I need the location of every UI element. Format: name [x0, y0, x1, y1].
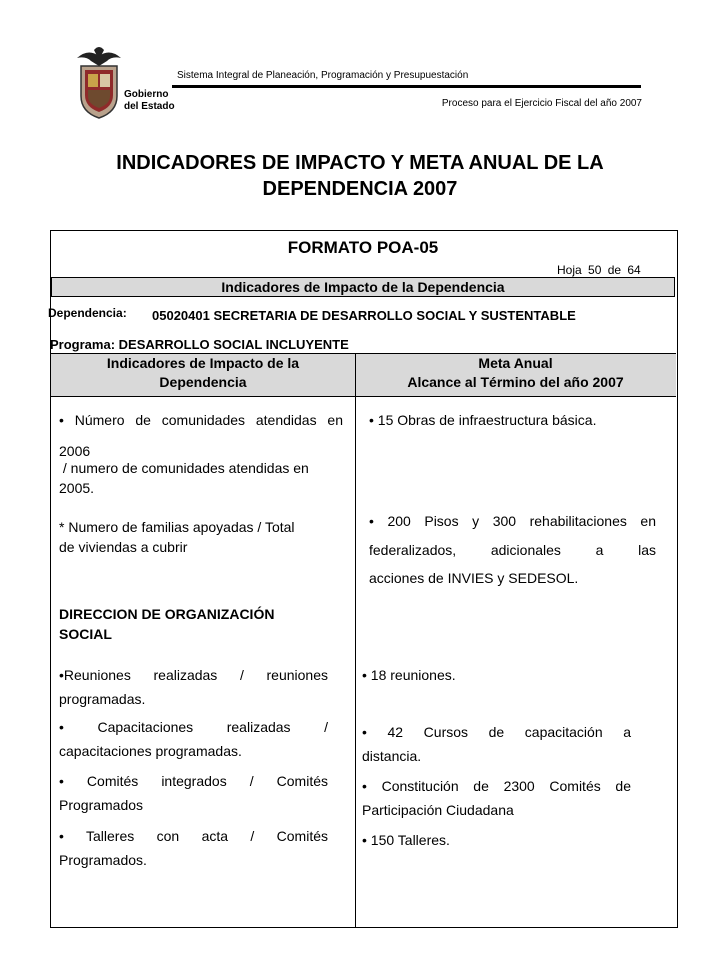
- indicator-reuniones-line1: •Reuniones realizadas / reuniones: [59, 667, 328, 683]
- goal-pisos-line2: federalizados, adicionales a las: [369, 542, 656, 558]
- column-header-band: [51, 353, 676, 397]
- indicator-communities-line2: 2006: [59, 443, 91, 459]
- page-title: INDICADORES DE IMPACTO Y META ANUAL DE LA DEPENDENCIA 2007: [116, 152, 604, 200]
- indicator-communities-line1: • Número de comunidades atendidas en: [59, 412, 343, 428]
- indicator-talleres-line1: • Talleres con acta / Comités: [59, 828, 328, 844]
- section-title-band: Indicadores de Impacto de la Dependencia: [51, 277, 675, 297]
- goal-pisos-line3: acciones de INVIES y SEDESOL.: [369, 570, 579, 586]
- section-organizacion-social: DIRECCION DE ORGANIZACIÓN SOCIAL: [59, 606, 275, 642]
- gobierno-label: Gobierno del Estado: [124, 89, 175, 112]
- goal-talleres: • 150 Talleres.: [362, 832, 450, 848]
- column-divider: [355, 353, 356, 927]
- col-annual-goal-header: Meta Anual Alcance al Término del año 2007: [407, 355, 624, 390]
- dependency-label: Dependencia:: [48, 306, 127, 320]
- indicator-communities-line4: 2005.: [59, 480, 95, 496]
- indicator-capacitaciones-line2: capacitaciones programadas.: [59, 743, 242, 759]
- indicator-capacitaciones-line1: • Capacitaciones realizadas /: [59, 719, 328, 735]
- indicator-comites-line1: • Comités integrados / Comités: [59, 773, 328, 789]
- dependency-value: 05020401 SECRETARIA DE DESARROLLO SOCIAL Y SUSTENTABLE: [152, 308, 576, 323]
- state-coat-of-arms-logo: [74, 44, 124, 120]
- goal-cursos-line1: • 42 Cursos de capacitación a: [362, 724, 631, 740]
- goal-obras: • 15 Obras de infraestructura básica.: [369, 412, 597, 428]
- indicator-talleres-line2: Programados.: [59, 852, 147, 868]
- indicator-comites-line2: Programados: [59, 797, 144, 813]
- col-indicators-header: Indicadores de Impacto de la Dependencia: [106, 355, 300, 390]
- goal-pisos-line1: • 200 Pisos y 300 rehabilitaciones en: [369, 513, 656, 529]
- indicator-communities-line3: / numero de comunidades atendidas en: [59, 460, 309, 476]
- program-label: Programa: DESARROLLO SOCIAL INCLUYENTE: [50, 337, 349, 352]
- goal-comites-line2: Participación Ciudadana: [362, 802, 514, 818]
- goal-reuniones: • 18 reuniones.: [362, 667, 456, 683]
- goal-comites-line1: • Constitución de 2300 Comités de: [362, 778, 631, 794]
- header-rule: [172, 85, 641, 88]
- format-code: FORMATO POA-05: [287, 238, 439, 257]
- sheet-number: Hoja 50 de 64: [557, 263, 641, 277]
- fiscal-process-label: Proceso para el Ejercicio Fiscal del año 2007: [441, 98, 642, 109]
- indicator-reuniones-line2: programadas.: [59, 691, 146, 707]
- indicator-families-line1: * Numero de familias apoyadas / Total: [59, 519, 295, 535]
- goal-cursos-line2: distancia.: [362, 748, 422, 764]
- system-name: Sistema Integral de Planeación, Programación y Presupuestación: [177, 70, 469, 81]
- indicator-families-line2: de viviendas a cubrir: [59, 539, 188, 555]
